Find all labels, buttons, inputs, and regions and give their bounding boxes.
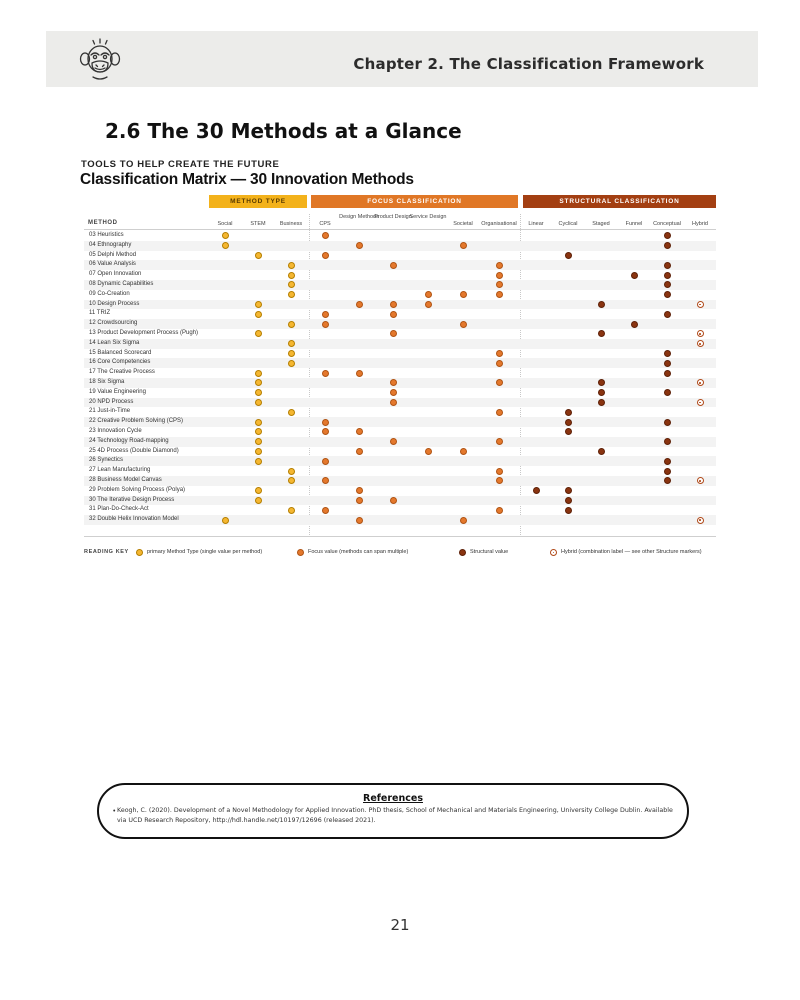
column-header-funnel: Funnel xyxy=(625,221,643,227)
method-dot-stem xyxy=(255,379,262,386)
column-header-staged: Staged xyxy=(592,221,610,227)
footer-rule xyxy=(84,536,716,537)
column-header-design-methods: Design Methods xyxy=(339,214,379,220)
struct-dot-conceptual xyxy=(664,458,671,465)
matrix-row xyxy=(84,378,716,388)
focus-dot-organisational xyxy=(496,262,503,269)
matrix-row xyxy=(84,260,716,270)
column-header-cyclical: Cyclical xyxy=(558,221,578,227)
method-dot-social xyxy=(222,242,229,249)
struct-dot-conceptual xyxy=(664,272,671,279)
method-dot-social xyxy=(222,517,229,524)
focus-dot-societal xyxy=(460,448,467,455)
focus-dot-organisational xyxy=(496,272,503,279)
focus-dot-icon xyxy=(297,549,304,556)
method-dot-business xyxy=(288,321,295,328)
focus-dot-organisational xyxy=(496,291,503,298)
focus-dot-service-design xyxy=(425,301,432,308)
focus-dot-societal xyxy=(460,321,467,328)
reference-item: Keogh, C. (2020). Development of a Novel Methodology for Applied Innovation. PhD thesis, School of Mechanical and Materials Engineering, University College Dublin. Available via UCD Research Repository, http://hdl.handle.net/10197/12696 (released 2021). xyxy=(117,807,673,824)
focus-dot-cps xyxy=(322,507,329,514)
figure-kicker: TOOLS TO HELP CREATE THE FUTURE xyxy=(81,159,280,170)
focus-dot-organisational xyxy=(496,350,503,357)
method-dot-stem xyxy=(255,487,262,494)
focus-dot-design-methods xyxy=(356,242,363,249)
focus-dot-cps xyxy=(322,232,329,239)
matrix-row xyxy=(84,407,716,417)
method-dot-business xyxy=(288,340,295,347)
structural-dot-icon xyxy=(459,549,466,556)
matrix-row xyxy=(84,388,716,398)
column-header-hybrid: Hybrid xyxy=(692,221,708,227)
matrix-row xyxy=(84,309,716,319)
struct-dot-conceptual xyxy=(664,468,671,475)
focus-dot-product-design xyxy=(390,311,397,318)
key-hybrid xyxy=(550,548,702,557)
focus-dot-organisational xyxy=(496,468,503,475)
focus-dot-product-design xyxy=(390,497,397,504)
method-label: 03 Heuristics xyxy=(89,232,124,238)
matrix-row xyxy=(84,368,716,378)
chapter-header xyxy=(46,31,758,87)
struct-dot-conceptual xyxy=(664,360,671,367)
page-number: 21 xyxy=(390,916,410,934)
focus-dot-cps xyxy=(322,419,329,426)
method-dot-business xyxy=(288,360,295,367)
focus-dot-organisational xyxy=(496,477,503,484)
chapter-title: Chapter 2. The Classification Framework xyxy=(353,55,704,73)
key-structural-label: Structural value xyxy=(470,549,509,555)
struct-dot-conceptual xyxy=(664,370,671,377)
focus-dot-organisational xyxy=(496,281,503,288)
struct-dot-cyclical xyxy=(565,419,572,426)
struct-dot-staged xyxy=(598,330,605,337)
key-structural xyxy=(459,548,508,557)
struct-dot-conceptual xyxy=(664,262,671,269)
method-label: 31 Plan-Do-Check-Act xyxy=(89,506,149,513)
focus-dot-product-design xyxy=(390,379,397,386)
bullet-icon: • xyxy=(113,808,116,815)
matrix-row xyxy=(84,496,716,506)
focus-dot-societal xyxy=(460,291,467,298)
method-dot-business xyxy=(288,281,295,288)
method-label: 32 Double Helix Innovation Model xyxy=(89,516,179,523)
hybrid-marker-hybrid xyxy=(697,399,704,406)
method-dot-business xyxy=(288,350,295,357)
column-header-conceptual: Conceptual xyxy=(653,221,681,227)
column-header-social: Social xyxy=(217,221,233,227)
group-method-type: METHOD TYPE xyxy=(209,195,307,208)
method-label: 08 Dynamic Capabilities xyxy=(89,281,154,287)
focus-dot-organisational xyxy=(496,360,503,367)
matrix-row xyxy=(84,241,716,251)
method-label: 25 4D Process (Double Diamond) xyxy=(89,447,179,454)
focus-dot-organisational xyxy=(496,507,503,514)
method-label: 30 The Iterative Design Process xyxy=(89,496,175,503)
method-dot-business xyxy=(288,409,295,416)
section-title: 2.6 The 30 Methods at a Glance xyxy=(105,119,462,143)
column-header-societal: Societal xyxy=(453,221,473,227)
column-header-cps: CPS xyxy=(319,221,331,227)
matrix-row xyxy=(84,339,716,349)
struct-dot-cyclical xyxy=(565,487,572,494)
method-dot-business xyxy=(288,262,295,269)
method-label: 05 Delphi Method xyxy=(89,251,137,258)
matrix-row xyxy=(84,300,716,310)
method-label: 13 Product Development Process (Pugh) xyxy=(89,330,199,336)
method-dot-stem xyxy=(255,428,262,435)
method-dot-business xyxy=(288,272,295,279)
method-dot-business xyxy=(288,507,295,514)
matrix-row xyxy=(84,280,716,290)
hybrid-marker-icon xyxy=(550,549,557,556)
method-dot-stem xyxy=(255,301,262,308)
focus-dot-product-design xyxy=(390,399,397,406)
references-title: References xyxy=(363,793,423,804)
method-dot-stem xyxy=(255,497,262,504)
header-rule xyxy=(84,229,716,230)
method-label: 11 TRIZ xyxy=(89,310,111,317)
struct-dot-conceptual xyxy=(664,281,671,288)
struct-dot-linear xyxy=(533,487,540,494)
focus-dot-cps xyxy=(322,458,329,465)
key-focus-label: Focus value (methods can span multiple) xyxy=(308,549,409,555)
method-dot-business xyxy=(288,291,295,298)
matrix-row xyxy=(84,349,716,359)
method-label: 06 Value Analysis xyxy=(89,261,136,268)
method-label: 14 Lean Six Sigma xyxy=(89,339,140,346)
matrix-row xyxy=(84,466,716,476)
method-label: 28 Business Model Canvas xyxy=(89,477,162,483)
method-column-header: METHOD xyxy=(88,220,118,226)
focus-dot-service-design xyxy=(425,448,432,455)
reading-key xyxy=(84,548,724,558)
struct-dot-conceptual xyxy=(664,477,671,484)
method-dot-stem xyxy=(255,419,262,426)
key-method-label: primary Method Type (single value per method) xyxy=(147,549,263,555)
key-hybrid-label: Hybrid (combination label — see other Structure markers) xyxy=(561,549,702,555)
hybrid-marker-hybrid xyxy=(697,330,704,337)
column-header-linear: Linear xyxy=(528,221,544,227)
focus-dot-design-methods xyxy=(356,448,363,455)
method-dot-stem xyxy=(255,389,262,396)
struct-dot-staged xyxy=(598,389,605,396)
struct-dot-cyclical xyxy=(565,409,572,416)
struct-dot-staged xyxy=(598,301,605,308)
method-label: 07 Open Innovation xyxy=(89,271,142,278)
matrix-row xyxy=(84,417,716,427)
method-label: 22 Creative Problem Solving (CPS) xyxy=(89,418,184,425)
method-label: 21 Just-in-Time xyxy=(89,408,131,415)
matrix-row xyxy=(84,456,716,466)
matrix-row xyxy=(84,437,716,447)
focus-dot-cps xyxy=(322,370,329,377)
hybrid-marker-hybrid xyxy=(697,517,704,524)
struct-dot-staged xyxy=(598,379,605,386)
method-label: 24 Technology Road-mapping xyxy=(89,437,169,444)
method-label: 16 Core Competencies xyxy=(89,359,151,366)
matrix-row xyxy=(84,358,716,368)
method-dot-stem xyxy=(255,458,262,465)
method-label: 20 NPD Process xyxy=(89,398,134,405)
method-label: 15 Balanced Scorecard xyxy=(89,349,152,356)
matrix-row xyxy=(84,505,716,515)
focus-dot-design-methods xyxy=(356,497,363,504)
struct-dot-conceptual xyxy=(664,389,671,396)
method-label: 12 Crowdsourcing xyxy=(89,320,138,327)
focus-dot-societal xyxy=(460,242,467,249)
column-header-stem: STEM xyxy=(250,221,266,227)
focus-dot-design-methods xyxy=(356,301,363,308)
focus-dot-product-design xyxy=(390,301,397,308)
focus-dot-organisational xyxy=(496,438,503,445)
method-dot-stem xyxy=(255,399,262,406)
focus-dot-societal xyxy=(460,517,467,524)
focus-dot-design-methods xyxy=(356,370,363,377)
references-box xyxy=(97,783,689,839)
matrix-row xyxy=(84,427,716,437)
group-focus-classification: FOCUS CLASSIFICATION xyxy=(311,195,518,208)
struct-dot-funnel xyxy=(631,272,638,279)
matrix-row xyxy=(84,515,716,525)
method-label: 04 Ethnography xyxy=(89,241,132,248)
method-label: 09 Co-Creation xyxy=(89,290,130,297)
matrix-row xyxy=(84,270,716,280)
monkey-head-icon xyxy=(78,37,122,81)
focus-dot-product-design xyxy=(390,438,397,445)
reading-key-title: READING KEY xyxy=(84,549,129,555)
focus-dot-design-methods xyxy=(356,487,363,494)
focus-dot-cps xyxy=(322,428,329,435)
method-dot-stem xyxy=(255,370,262,377)
focus-dot-organisational xyxy=(496,409,503,416)
column-header-business: Business xyxy=(279,221,303,227)
struct-dot-staged xyxy=(598,399,605,406)
column-header-service-design: Service Design xyxy=(409,214,447,220)
key-focus xyxy=(297,548,408,557)
focus-dot-cps xyxy=(322,477,329,484)
focus-dot-product-design xyxy=(390,262,397,269)
method-dot-stem xyxy=(255,438,262,445)
method-dot-stem xyxy=(255,311,262,318)
matrix-row xyxy=(84,486,716,496)
method-dot-stem xyxy=(255,252,262,259)
focus-dot-service-design xyxy=(425,291,432,298)
matrix-row xyxy=(84,290,716,300)
hybrid-marker-hybrid xyxy=(697,301,704,308)
struct-dot-staged xyxy=(598,448,605,455)
method-dot-stem xyxy=(255,330,262,337)
matrix-row xyxy=(84,329,716,339)
method-label: 27 Lean Manufacturing xyxy=(89,467,151,474)
method-label: 18 Six Sigma xyxy=(89,379,125,385)
key-method xyxy=(136,548,262,557)
method-label: 26 Synectics xyxy=(89,457,124,464)
struct-dot-cyclical xyxy=(565,252,572,259)
method-label: 23 Innovation Cycle xyxy=(89,428,142,434)
focus-dot-product-design xyxy=(390,330,397,337)
struct-dot-cyclical xyxy=(565,428,572,435)
method-dot-icon xyxy=(136,549,143,556)
matrix-row xyxy=(84,251,716,261)
matrix-row xyxy=(84,231,716,241)
method-dot-business xyxy=(288,477,295,484)
column-header-product-design: Product Design xyxy=(374,214,412,220)
struct-dot-cyclical xyxy=(565,497,572,504)
matrix-row xyxy=(84,476,716,486)
focus-dot-design-methods xyxy=(356,428,363,435)
struct-dot-conceptual xyxy=(664,242,671,249)
method-label: 17 The Creative Process xyxy=(89,369,155,376)
focus-dot-cps xyxy=(322,321,329,328)
method-label: 10 Design Process xyxy=(89,300,140,307)
matrix-row xyxy=(84,398,716,408)
focus-dot-design-methods xyxy=(356,517,363,524)
group-structural-classification: STRUCTURAL CLASSIFICATION xyxy=(523,195,716,208)
struct-dot-conceptual xyxy=(664,232,671,239)
struct-dot-conceptual xyxy=(664,419,671,426)
hybrid-marker-hybrid xyxy=(697,340,704,347)
matrix-row xyxy=(84,319,716,329)
struct-dot-conceptual xyxy=(664,438,671,445)
figure-title: Classification Matrix — 30 Innovation Methods xyxy=(80,171,414,188)
focus-dot-cps xyxy=(322,311,329,318)
method-dot-stem xyxy=(255,448,262,455)
method-dot-business xyxy=(288,468,295,475)
method-label: 19 Value Engineering xyxy=(89,388,146,395)
struct-dot-conceptual xyxy=(664,291,671,298)
matrix-row xyxy=(84,447,716,457)
method-dot-social xyxy=(222,232,229,239)
method-label: 29 Problem Solving Process (Polya) xyxy=(89,486,186,493)
column-header-organisational: Organisational xyxy=(481,221,517,227)
focus-dot-cps xyxy=(322,252,329,259)
struct-dot-funnel xyxy=(631,321,638,328)
focus-dot-organisational xyxy=(496,379,503,386)
hybrid-marker-hybrid xyxy=(697,477,704,484)
focus-dot-product-design xyxy=(390,389,397,396)
struct-dot-conceptual xyxy=(664,350,671,357)
struct-dot-conceptual xyxy=(664,311,671,318)
hybrid-marker-hybrid xyxy=(697,379,704,386)
struct-dot-cyclical xyxy=(565,507,572,514)
